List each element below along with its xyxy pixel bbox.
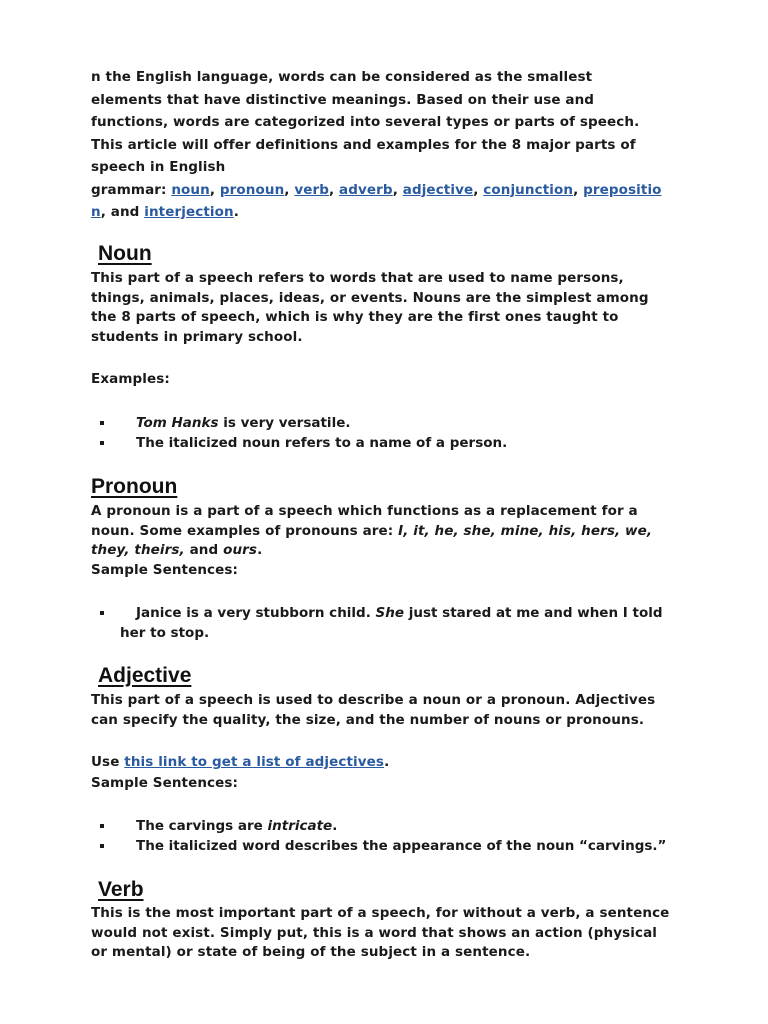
adjective-body: This part of a speech is used to describe a noun or a pronoun. Adjectives can specify the quality, the size, and the number of nouns or pronouns. — [91, 692, 656, 728]
bullet-marker — [100, 421, 104, 425]
intro-grammar-line: grammar: noun, pronoun, verb, adverb, adjective, conjunction, prepositio — [91, 181, 662, 198]
bullet-marker — [100, 824, 104, 828]
intro-line: This article will offer definitions and examples for the 8 major parts of — [91, 136, 636, 153]
link-noun[interactable]: noun — [171, 181, 210, 198]
and-text: , and — [100, 204, 145, 220]
adjective-sample-label: Sample Sentences: — [91, 775, 239, 791]
use-prefix: Use — [91, 754, 125, 770]
pronoun-examples: I, it, he, she, mine, his, hers, we, they, theirs, — [91, 522, 653, 558]
link-pronoun[interactable]: pronoun — [219, 181, 285, 198]
italic-noun: Tom Hanks — [136, 415, 219, 431]
noun-examples-label: Examples: — [91, 371, 170, 387]
adjective-sample-list — [96, 816, 676, 856]
link-interjection[interactable]: interjection — [144, 204, 234, 220]
period: . — [332, 818, 338, 834]
bullet-text: just stared at me and when I told her to stop. — [120, 605, 663, 641]
intro-period: . — [233, 204, 239, 220]
adjective-use-line — [91, 753, 691, 773]
bullet-marker — [100, 611, 104, 615]
and-text: and — [184, 542, 224, 558]
pronoun-body — [91, 502, 666, 561]
link-verb[interactable]: verb — [294, 181, 330, 198]
bullet-marker — [100, 844, 104, 848]
link-conjunction[interactable]: conjunction — [483, 181, 574, 198]
noun-example-list — [96, 413, 676, 453]
intro-line: speech in English — [91, 159, 226, 175]
italic-pronoun: She — [375, 605, 405, 621]
period: . — [384, 754, 390, 770]
verb-body: This is the most important part of a speech, for without a verb, a sentence would not exist. Simply put, this is a word that shows an action (physical or mental) or state of being of the subject in a sentence. — [91, 905, 670, 960]
grammar-prefix: grammar: — [91, 181, 172, 198]
pronoun-sample-list — [96, 603, 676, 643]
link-adjective[interactable]: adjective — [402, 181, 474, 198]
pronoun-sample-label: Sample Sentences: — [91, 562, 239, 578]
list-item — [96, 603, 676, 643]
italic-adjective: intricate — [267, 818, 333, 834]
list-item — [96, 413, 676, 433]
intro-line: n the English language, words can be considered as the smallest — [91, 69, 593, 85]
period: . — [257, 542, 263, 558]
link-adjective-list[interactable]: this link to get a list of adjectives — [124, 754, 385, 770]
heading-adjective: Adjective — [98, 664, 192, 687]
noun-body: This part of a speech refers to words that are used to name persons, things, animals, places, ideas, or events. Nouns are the simplest among the 8 parts of speech, which is why they are the first ones taught to students in primary school. — [91, 270, 649, 345]
bullet-text: Janice is a very stubborn child. — [136, 605, 376, 621]
heading-pronoun: Pronoun — [91, 475, 178, 498]
link-adverb[interactable]: adverb — [339, 181, 393, 198]
bullet-text: The italicized word describes the appearance of the noun “carvings.” — [136, 838, 667, 854]
intro-paragraph — [91, 66, 681, 224]
intro-last-line — [91, 201, 681, 224]
pronoun-last-example: ours — [223, 542, 258, 558]
list-item — [96, 836, 676, 856]
bullet-text: The italicized noun refers to a name of a person. — [136, 435, 508, 451]
heading-noun: Noun — [98, 242, 152, 265]
pronoun-body-text: A pronoun is a part of a speech which functions as a replacement for a noun. Some examples of pronouns are: — [91, 503, 638, 539]
link-preposition[interactable]: prepositio — [583, 181, 662, 198]
intro-line: elements that have distinctive meanings. Based on their use and — [91, 91, 595, 108]
bullet-marker — [100, 441, 104, 445]
bullet-text: The carvings are — [136, 818, 268, 834]
intro-line: functions, words are categorized into several types or parts of speech. — [91, 114, 640, 130]
list-item — [96, 433, 676, 453]
bullet-text: is very versatile. — [218, 415, 351, 431]
heading-verb: Verb — [98, 878, 144, 901]
list-item — [96, 816, 676, 836]
link-preposition-tail[interactable]: n — [91, 204, 101, 220]
